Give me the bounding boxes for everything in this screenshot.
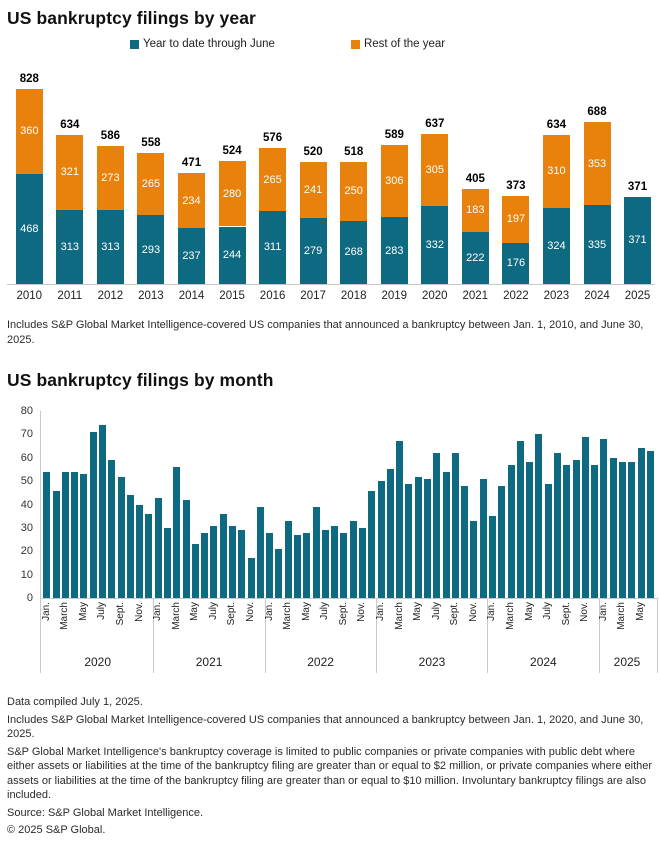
month-tick-label: March (59, 602, 71, 630)
yearly-chart-title: US bankruptcy filings by year (7, 8, 256, 28)
stacked-bar-ytd-segment: 244 (219, 227, 246, 285)
legend-swatch-ytd-icon (130, 40, 139, 49)
legend-item-rest (351, 38, 445, 50)
y-axis-line (40, 411, 41, 673)
stacked-bar-ytd-segment: 313 (97, 210, 124, 284)
month-bar (368, 491, 375, 599)
stacked-bar-ytd-segment: 283 (381, 217, 408, 284)
month-bar (443, 472, 450, 598)
month-tick-label: Nov. (356, 602, 368, 622)
month-bar (303, 533, 310, 599)
stacked-bar-total-label: 471 (181, 157, 202, 170)
month-bar (210, 526, 217, 599)
stacked-bar-total-label: 524 (222, 144, 242, 157)
year-axis-label: 2018 (340, 290, 367, 302)
month-bar (80, 474, 87, 598)
stacked-bar-ytd-segment: 311 (259, 211, 286, 284)
stacked-bar-rest-segment: 197 (502, 196, 529, 242)
y-tick-label: 0 (26, 592, 33, 604)
stacked-bar-total-label: 828 (19, 73, 39, 85)
stacked-bar-rest-segment: 273 (97, 146, 124, 210)
month-bar (619, 462, 626, 598)
month-bar (118, 477, 125, 599)
month-tick-label: July (207, 602, 219, 620)
stacked-bar-ytd-segment: 313 (56, 210, 83, 284)
stacked-bar-rest-segment: 265 (259, 148, 286, 210)
year-group-label: 2022 (307, 655, 334, 669)
month-bar (201, 533, 208, 599)
year-group-label: 2023 (418, 655, 446, 669)
stacked-bar-total-label: 405 (465, 172, 485, 185)
year-group-label: 2021 (195, 655, 223, 669)
month-bar (53, 491, 60, 599)
month-bar (145, 514, 152, 598)
month-tick-label: March (393, 602, 405, 630)
month-bar (183, 500, 190, 598)
stacked-bar-total-label: 373 (506, 180, 526, 193)
month-bar (378, 481, 385, 598)
stacked-bar-ytd-segment: 222 (462, 232, 489, 284)
month-bar (62, 472, 69, 598)
year-axis-label: 2024 (584, 290, 610, 302)
footer-methodology: S&P Global Market Intelligence's bankruptcy coverage is limited to public companies or private companies with public debt where either assets or liabilities at the time of the bankruptcy filing are greater than or equal to $2 million, or private companies where either assets or liabilities at the time of the bankruptcy filing are greater than or equal to $10 million. Involuntary bankruptcy filings are also included. (7, 745, 653, 801)
stacked-bar-ytd-segment: 335 (584, 205, 611, 284)
y-tick-label: 80 (20, 405, 33, 417)
year-axis-label: 2017 (300, 290, 326, 302)
month-bar (43, 472, 50, 598)
month-bar (498, 486, 505, 598)
stacked-bar-rest-segment: 265 (137, 153, 164, 215)
month-bar (257, 507, 264, 598)
month-tick-label: May (300, 602, 312, 621)
year-axis-label: 2013 (138, 290, 164, 302)
stacked-bar-ytd-segment: 332 (421, 206, 448, 284)
stacked-bar-rest-segment: 353 (584, 122, 611, 205)
stacked-bar-rest-segment: 280 (219, 161, 246, 227)
x-axis-baseline (7, 284, 655, 285)
stacked-bar-rest-segment: 241 (300, 162, 327, 219)
stacked-bar-rest-segment: 305 (421, 134, 448, 206)
month-tick-label: March (505, 602, 516, 630)
monthly-bar-chart (7, 405, 659, 681)
month-bar (340, 533, 347, 599)
year-axis-label: 2019 (381, 290, 408, 302)
year-group-label: 2020 (84, 655, 112, 669)
y-tick-label: 30 (20, 521, 33, 534)
month-bar (433, 453, 440, 598)
month-bar (647, 451, 654, 598)
month-bar (591, 465, 598, 598)
stacked-bar-total-label: 576 (263, 132, 283, 145)
month-bar (424, 479, 431, 598)
month-tick-label: Jan. (597, 602, 609, 621)
stacked-bar-ytd-segment: 371 (624, 197, 651, 284)
year-axis-label: 2023 (543, 290, 570, 302)
month-tick-label: Nov. (245, 602, 256, 622)
month-bar (90, 432, 97, 598)
month-bar (136, 505, 143, 599)
monthly-chart-title: US bankruptcy filings by month (7, 370, 274, 390)
month-bar (554, 453, 561, 598)
footer-copyright: © 2025 S&P Global. (7, 824, 106, 836)
month-bar (192, 544, 199, 598)
y-tick-label: 40 (20, 498, 33, 511)
stacked-bar-total-label: 637 (425, 118, 445, 130)
month-tick-label: May (189, 602, 201, 621)
stacked-bar-total-label: 634 (60, 118, 80, 131)
month-bar (600, 439, 607, 598)
month-tick-label: Nov. (579, 602, 591, 622)
month-tick-label: Nov. (467, 602, 479, 622)
legend-label-rest: Rest of the year (363, 38, 446, 50)
month-tick-label: Nov. (133, 602, 145, 622)
month-bar (173, 467, 180, 598)
month-bar (470, 521, 477, 598)
month-bar (452, 453, 459, 598)
month-bar (517, 441, 524, 598)
year-axis-label: 2025 (624, 290, 651, 302)
month-tick-label: May (523, 602, 535, 621)
year-axis-label: 2010 (16, 290, 43, 302)
month-bar (220, 514, 227, 598)
footer-compiled: Data compiled July 1, 2025. (7, 696, 143, 708)
month-tick-label: Jan. (263, 602, 275, 621)
month-bar (99, 425, 106, 598)
stacked-bar-total-label: 558 (141, 136, 161, 149)
month-bar (248, 558, 255, 598)
month-bar (285, 521, 292, 598)
month-bar (638, 448, 645, 598)
month-bar (489, 516, 496, 598)
stacked-bar-rest-segment: 310 (543, 135, 570, 208)
yearly-stacked-bar-chart (7, 60, 655, 306)
y-tick-label: 50 (20, 475, 33, 488)
month-tick-label: Sept. (226, 602, 238, 626)
month-tick-label: March (282, 602, 294, 630)
month-bar (127, 495, 134, 598)
month-bar (387, 469, 394, 598)
month-bar (415, 477, 422, 599)
month-bar (238, 530, 245, 598)
month-tick-label: July (319, 602, 331, 620)
month-bar (535, 434, 542, 598)
year-axis-label: 2014 (178, 290, 205, 302)
footer-notes (7, 695, 654, 838)
month-tick-label: Jan. (152, 602, 164, 621)
y-tick-label: 60 (20, 451, 33, 464)
year-axis-label: 2012 (97, 290, 124, 302)
month-tick-label: Sept. (115, 602, 126, 626)
month-bar (331, 526, 338, 599)
month-bar (508, 465, 515, 598)
stacked-bar-ytd-segment: 293 (137, 215, 164, 284)
month-tick-label: May (635, 602, 646, 621)
legend-item-ytd (130, 38, 275, 50)
month-tick-label: Sept. (560, 602, 572, 626)
year-axis-label: 2016 (259, 290, 286, 302)
stacked-bar-rest-segment: 250 (340, 162, 367, 221)
month-bar (164, 528, 171, 598)
month-bar (322, 530, 329, 598)
month-bar (563, 465, 570, 598)
month-bar (628, 462, 635, 598)
stacked-bar-total-label: 634 (546, 118, 566, 131)
month-bar (545, 484, 552, 599)
month-bar (573, 460, 580, 598)
month-tick-label: July (430, 602, 442, 620)
legend-label-ytd: Year to date through June (143, 38, 275, 50)
month-tick-label: March (170, 602, 182, 630)
month-tick-label: Jan. (375, 602, 386, 621)
stacked-bar-rest-segment: 360 (16, 89, 43, 174)
year-group-label: 2024 (530, 655, 557, 669)
stacked-bar-ytd-segment: 468 (16, 174, 43, 284)
month-bar (405, 484, 412, 599)
yearly-chart-legend (7, 38, 654, 50)
month-tick-label: July (96, 602, 108, 620)
yearly-chart-footnote: Includes S&P Global Market Intelligence-covered US companies that announced a bankruptcy between Jan. 1, 2010, and June 30, 2025. (7, 319, 644, 346)
month-bar (582, 437, 589, 598)
stacked-bar-total-label: 586 (100, 130, 120, 142)
year-axis-label: 2015 (219, 290, 245, 302)
month-tick-label: Jan. (40, 602, 52, 621)
y-tick-label: 10 (20, 568, 33, 581)
month-bar (350, 521, 357, 598)
month-bar (461, 486, 468, 598)
stacked-bar-rest-segment: 321 (56, 135, 83, 211)
stacked-bar-rest-segment: 234 (178, 173, 205, 228)
chart-right-border (657, 598, 658, 673)
month-bar (294, 535, 301, 598)
month-bar (108, 460, 115, 598)
month-tick-label: May (77, 602, 89, 621)
month-bar (480, 479, 487, 598)
month-bar (155, 498, 162, 599)
month-bar (71, 472, 78, 598)
month-tick-label: Jan. (486, 602, 498, 621)
year-axis-label: 2020 (422, 290, 448, 302)
year-axis-label: 2021 (462, 290, 489, 302)
month-tick-label: March (616, 602, 628, 630)
month-bar (229, 526, 236, 599)
stacked-bar-ytd-segment: 237 (178, 228, 205, 284)
month-tick-label: May (412, 602, 424, 621)
stacked-bar-rest-segment: 306 (381, 145, 408, 217)
month-bar (275, 549, 282, 598)
stacked-bar-rest-segment: 183 (462, 189, 489, 232)
x-axis-baseline (40, 598, 657, 599)
month-tick-label: July (542, 602, 554, 620)
stacked-bar-ytd-segment: 279 (300, 218, 327, 284)
y-tick-label: 20 (20, 545, 33, 558)
footer-source: Source: S&P Global Market Intelligence. (7, 806, 204, 819)
stacked-bar-total-label: 688 (587, 106, 607, 118)
stacked-bar-ytd-segment: 176 (502, 243, 529, 284)
year-axis-label: 2011 (57, 290, 83, 302)
stacked-bar-total-label: 520 (303, 145, 323, 158)
legend-swatch-rest-icon (351, 40, 360, 49)
stacked-bar-total-label: 518 (344, 146, 364, 158)
stacked-bar-ytd-segment: 324 (543, 208, 570, 284)
month-tick-label: Sept. (337, 602, 349, 626)
y-tick-label: 70 (20, 428, 33, 441)
stacked-bar-total-label: 589 (384, 129, 404, 142)
stacked-bar-total-label: 371 (627, 180, 648, 193)
year-axis-label: 2022 (503, 290, 529, 302)
month-bar (396, 441, 403, 598)
month-bar (313, 507, 320, 598)
month-bar (526, 462, 533, 598)
month-bar (610, 458, 617, 598)
month-tick-label: Sept. (449, 602, 461, 626)
stacked-bar-ytd-segment: 268 (340, 221, 367, 284)
footer-coverage: Includes S&P Global Market Intelligence-covered US companies that announced a bankruptcy between Jan. 1, 2020, and June 30, 2025. (7, 713, 644, 740)
month-bar (266, 533, 273, 599)
month-bar (359, 528, 366, 598)
year-group-label: 2025 (613, 655, 641, 669)
